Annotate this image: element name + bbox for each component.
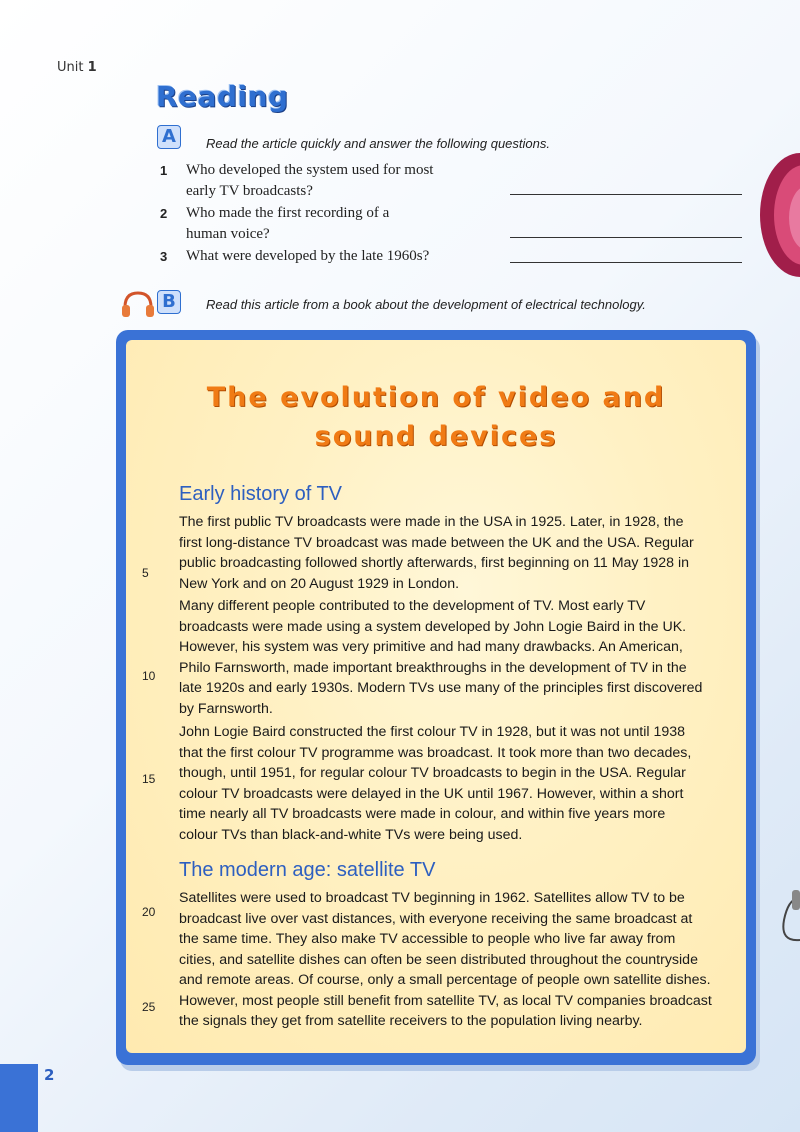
line-number: 25 — [142, 1000, 156, 1014]
page-bar — [0, 1064, 38, 1132]
paragraph-3: John Logie Baird constructed the first colour TV in 1928, but it was not until 1938 that the first colour TV programme was broadcast. It took more than two decades, though, until 1951, for regular colour TV broadcasts to begin in the USA. Regular colour TV broadcasts were delayed in the UK until 1967. However, within a short time nearly all TV broadcasts were made in colour, and within five years more colour TVs than black-and-white TVs were being used. — [179, 724, 692, 843]
headphones-icon — [120, 289, 156, 319]
question-2: 2 Who made the first recording of a human voice? — [160, 205, 390, 242]
cable-decoration-icon — [770, 880, 800, 960]
question-3: 3 What were developed by the late 1960s? — [160, 248, 430, 264]
section-title: Reading — [156, 80, 289, 113]
paragraph-4: Satellites were used to broadcast TV beginning in 1962. Satellites allow TV to be broadcast live over vast distances, with everyone receiving the same broadcast at the same time. They also make TV accessible to people who live far away from cities, and satellite dishes can often be seen distributed throughout the countryside and remote areas. Of course, only a small percentage of people own satellite dishes. However, most people still benefit from satellite TV, as local TV companies broadcast the signals they get from satellite receivers to the population living nearby. — [179, 890, 712, 1029]
activity-a-badge: A — [157, 125, 181, 149]
line-number: 10 — [142, 669, 156, 683]
line-number: 15 — [142, 772, 156, 786]
line-number: 20 — [142, 905, 156, 919]
question-1: 1 Who developed the system used for most early TV broadcasts? — [160, 162, 434, 199]
article-title: The evolution of video and sound devices — [206, 382, 666, 452]
answer-line-1[interactable] — [510, 194, 742, 195]
activity-a-instruction: Read the article quickly and answer the following questions. — [206, 136, 550, 151]
activity-b-instruction: Read this article from a book about the development of electrical technology. — [206, 297, 646, 312]
section-heading-early-history: Early history of TV — [179, 483, 343, 505]
answer-line-3[interactable] — [510, 262, 742, 263]
flower-decoration-icon — [752, 140, 800, 290]
answer-line-2[interactable] — [510, 237, 742, 238]
paragraph-2: Many different people contributed to the development of TV. Most early TV broadcasts were made using a system developed by John Logie Baird in the UK. However, his system was very primitive and had many drawbacks. An American, Philo Farnsworth, made important breakthroughs in the development of TV in the late 1920s and early 1930s. Modern TVs use many of the principles first discovered by Farnsworth. — [179, 598, 703, 717]
unit-label: Unit 1 — [57, 60, 97, 75]
activity-b-badge: B — [157, 290, 181, 314]
paragraph-1: The first public TV broadcasts were made in the USA in 1925. Later, in 1928, the first long-distance TV broadcast was made between the UK and the USA. Regular public broadcasting followed shortly afterwards, first beginning on 11 May 1928 in New York and on 20 August 1929 in London. — [179, 514, 694, 592]
line-number: 5 — [142, 566, 149, 580]
article-panel — [116, 330, 756, 1065]
article-body — [126, 340, 746, 1053]
page-number: 2 — [44, 1066, 55, 1084]
section-heading-satellite: The modern age: satellite TV — [179, 859, 436, 881]
